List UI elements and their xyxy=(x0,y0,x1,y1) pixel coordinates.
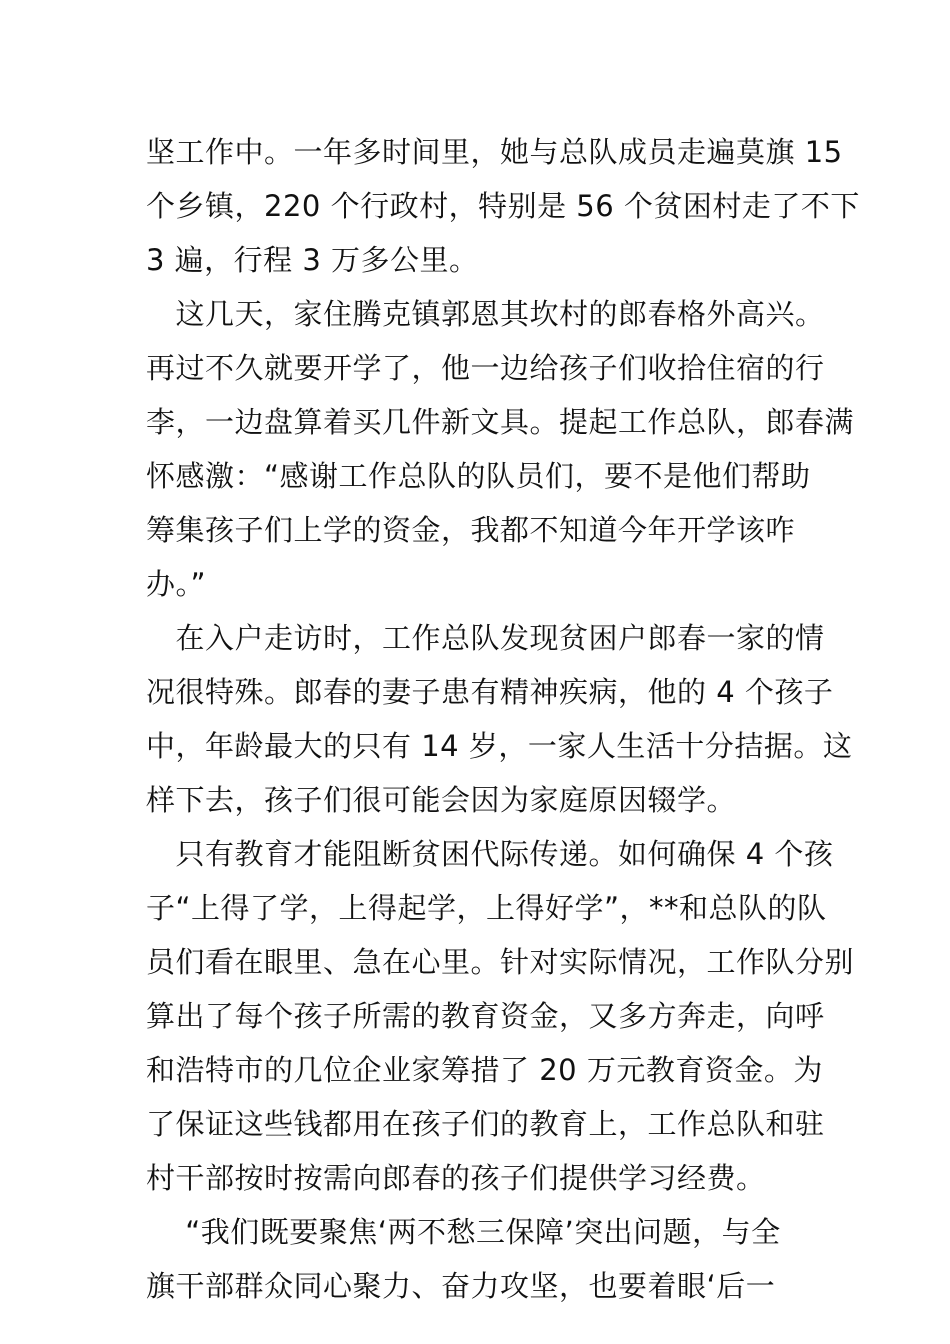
text-line: 子“上得了学，上得起学，上得好学”，**和总队的队 xyxy=(146,891,827,925)
text-line: 样下去，孩子们很可能会因为家庭原因辍学。 xyxy=(146,783,737,817)
text-line: 办。” xyxy=(146,567,207,601)
text-line: 怀感激：“感谢工作总队的队员们，要不是他们帮助 xyxy=(146,459,811,493)
text-line: 个乡镇，220 个行政村，特别是 56 个贫困村走了不下 xyxy=(146,189,860,223)
text-line: 李，一边盘算着买几件新文具。提起工作总队，郎春满 xyxy=(146,405,855,439)
text-line: 和浩特市的几位企业家筹措了 20 万元教育资金。为 xyxy=(146,1053,823,1087)
text-line: “我们既要聚焦‘两不愁三保障’突出问题，与全 xyxy=(146,1215,781,1249)
text-line: 只有教育才能阻断贫困代际传递。如何确保 4 个孩 xyxy=(146,837,834,871)
text-line: 旗干部群众同心聚力、奋力攻坚，也要着眼‘后一 xyxy=(146,1269,776,1303)
text-line: 在入户走访时，工作总队发现贫困户郎春一家的情 xyxy=(146,621,825,655)
text-line: 再过不久就要开学了，他一边给孩子们收拾住宿的行 xyxy=(146,351,825,385)
text-line: 这几天，家住腾克镇郭恩其坎村的郎春格外高兴。 xyxy=(146,297,825,331)
text-line: 况很特殊。郎春的妻子患有精神疾病，他的 4 个孩子 xyxy=(146,675,834,709)
text-line: 村干部按时按需向郎春的孩子们提供学习经费。 xyxy=(146,1161,766,1195)
text-line: 筹集孩子们上学的资金，我都不知道今年开学该咋 xyxy=(146,513,796,547)
text-line: 算出了每个孩子所需的教育资金，又多方奔走，向呼 xyxy=(146,999,825,1033)
article-body xyxy=(146,125,860,1313)
text-line: 坚工作中。一年多时间里，她与总队成员走遍莫旗 15 xyxy=(146,135,843,169)
text-line: 3 遍，行程 3 万多公里。 xyxy=(146,243,479,277)
text-line: 员们看在眼里、急在心里。针对实际情况，工作队分别 xyxy=(146,945,855,979)
text-line: 了保证这些钱都用在孩子们的教育上，工作总队和驻 xyxy=(146,1107,825,1141)
text-line: 中，年龄最大的只有 14 岁，一家人生活十分拮据。这 xyxy=(146,729,853,763)
